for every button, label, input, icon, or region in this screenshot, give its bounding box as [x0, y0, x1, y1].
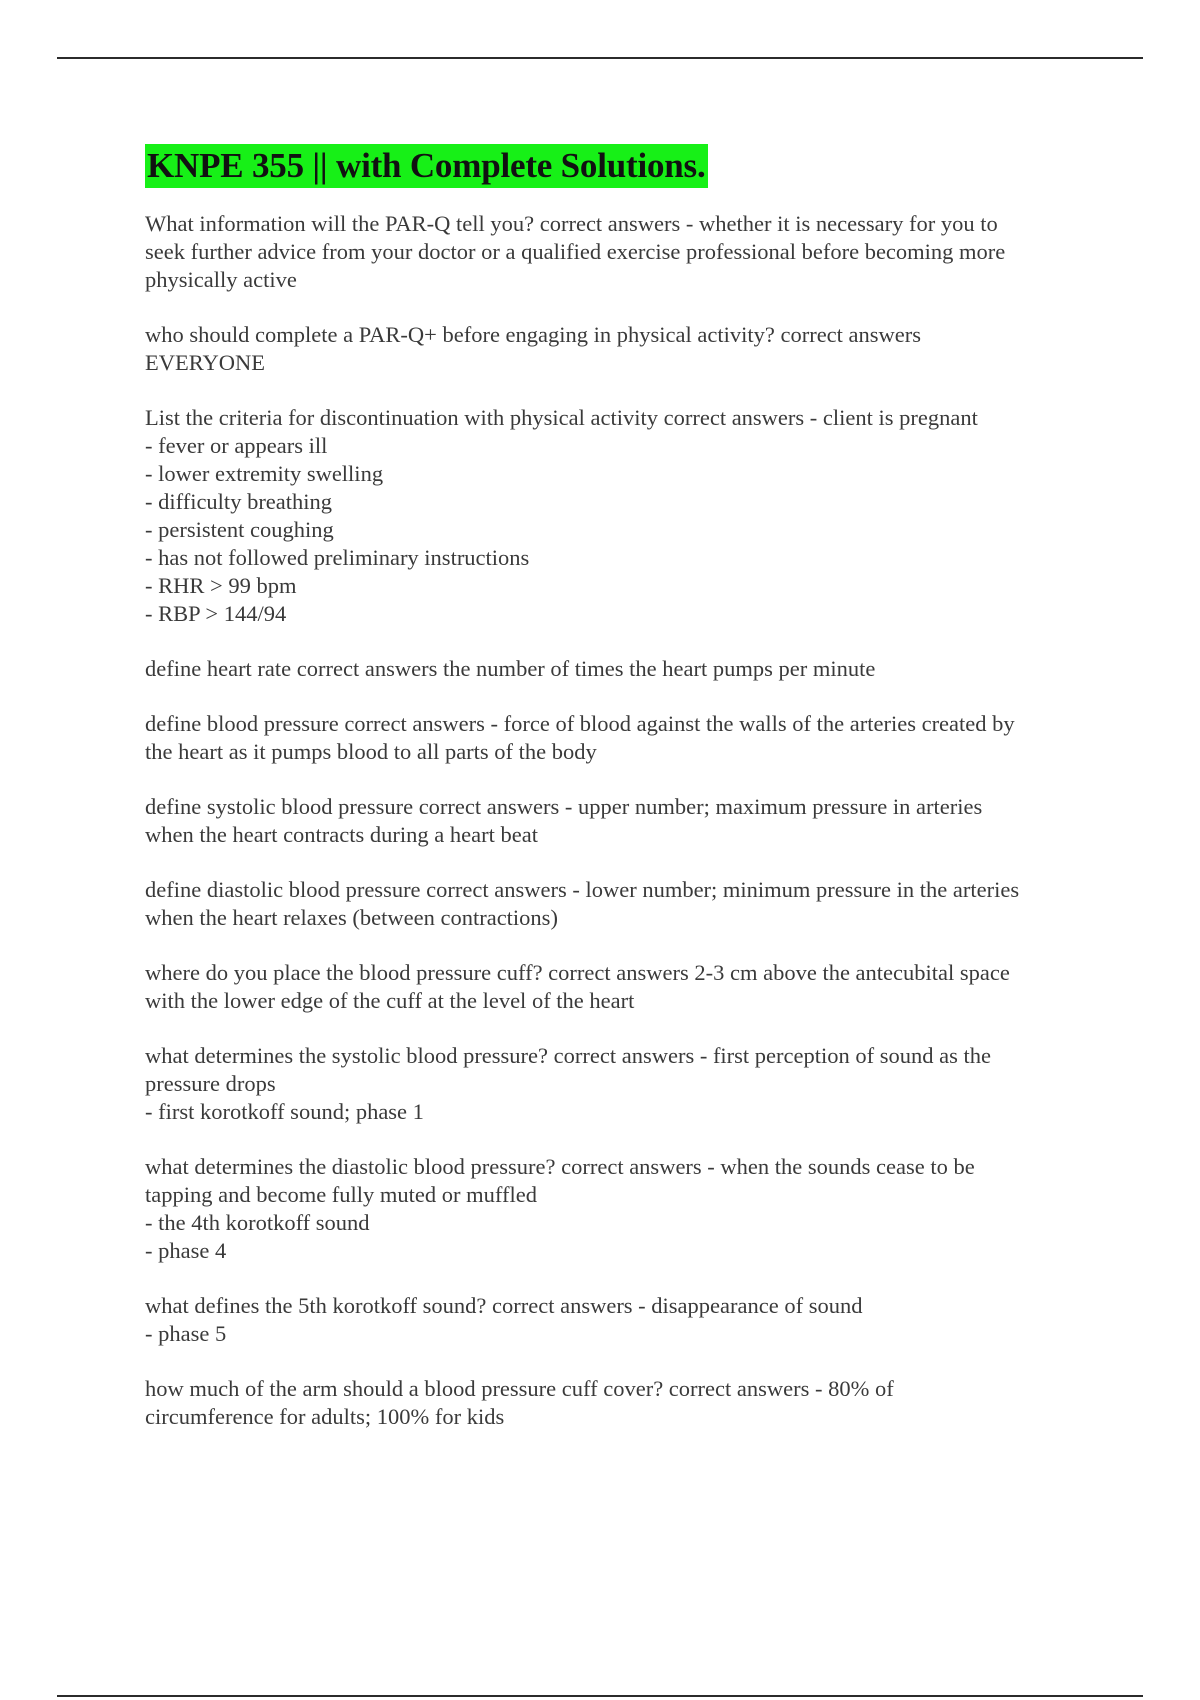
text-line: what determines the systolic blood pressure? correct answers - first perception of sound as the [145, 1043, 991, 1068]
qa-block-7 [145, 876, 1095, 932]
text-line: What information will the PAR-Q tell you? correct answers - whether it is necessary for you to [145, 211, 998, 236]
text-line: define heart rate correct answers the number of times the heart pumps per minute [145, 656, 876, 681]
text-line: how much of the arm should a blood pressure cuff cover? correct answers - 80% of [145, 1376, 894, 1401]
qa-block-5 [145, 710, 1095, 766]
text-line: - RBP > 144/94 [145, 601, 287, 626]
text-line: - phase 5 [145, 1321, 227, 1346]
text-line: with the lower edge of the cuff at the level of the heart [145, 988, 635, 1013]
qa-block-4 [145, 655, 1095, 683]
text-line: define systolic blood pressure correct answers - upper number; maximum pressure in arteries [145, 794, 983, 819]
qa-block-9 [145, 1042, 1095, 1126]
text-line: - fever or appears ill [145, 433, 328, 458]
text-line: pressure drops [145, 1071, 276, 1096]
text-line: seek further advice from your doctor or a qualified exercise professional before becoming more [145, 239, 1006, 264]
bottom-rule [57, 1695, 1143, 1697]
text-line: - persistent coughing [145, 517, 334, 542]
top-rule [57, 57, 1143, 59]
text-line: define blood pressure correct answers - force of blood against the walls of the arteries created by [145, 711, 1015, 736]
qa-block-1 [145, 210, 1095, 294]
text-line: - lower extremity swelling [145, 461, 384, 486]
text-line: where do you place the blood pressure cuff? correct answers 2-3 cm above the antecubital space [145, 960, 1010, 985]
text-line: tapping and become fully muted or muffled [145, 1182, 537, 1207]
text-line: when the heart relaxes (between contractions) [145, 905, 558, 930]
qa-block-12 [145, 1375, 1095, 1431]
text-line: List the criteria for discontinuation with physical activity correct answers - client is pregnant [145, 405, 978, 430]
document-body [145, 144, 1095, 1458]
text-line: - difficulty breathing [145, 489, 333, 514]
text-line: - phase 4 [145, 1238, 227, 1263]
text-line: - the 4th korotkoff sound [145, 1210, 370, 1235]
text-line: physically active [145, 267, 297, 292]
qa-block-11 [145, 1292, 1095, 1348]
text-line: when the heart contracts during a heart beat [145, 822, 538, 847]
text-line: circumference for adults; 100% for kids [145, 1404, 505, 1429]
text-line: what defines the 5th korotkoff sound? correct answers - disappearance of sound [145, 1293, 863, 1318]
qa-block-10 [145, 1153, 1095, 1265]
text-line: - first korotkoff sound; phase 1 [145, 1099, 424, 1124]
text-line: who should complete a PAR-Q+ before engaging in physical activity? correct answers [145, 322, 922, 347]
qa-block-2 [145, 321, 1095, 377]
text-line: what determines the diastolic blood pressure? correct answers - when the sounds cease to be [145, 1154, 975, 1179]
text-line: define diastolic blood pressure correct answers - lower number; minimum pressure in the arteries [145, 877, 1020, 902]
qa-block-8 [145, 959, 1095, 1015]
qa-block-3 [145, 404, 1095, 628]
qa-block-6 [145, 793, 1095, 849]
document-title: KNPE 355 || with Complete Solutions. [145, 144, 708, 188]
text-line: EVERYONE [145, 350, 265, 375]
text-line: - has not followed preliminary instructions [145, 545, 530, 570]
text-line: - RHR > 99 bpm [145, 573, 297, 598]
text-line: the heart as it pumps blood to all parts of the body [145, 739, 597, 764]
